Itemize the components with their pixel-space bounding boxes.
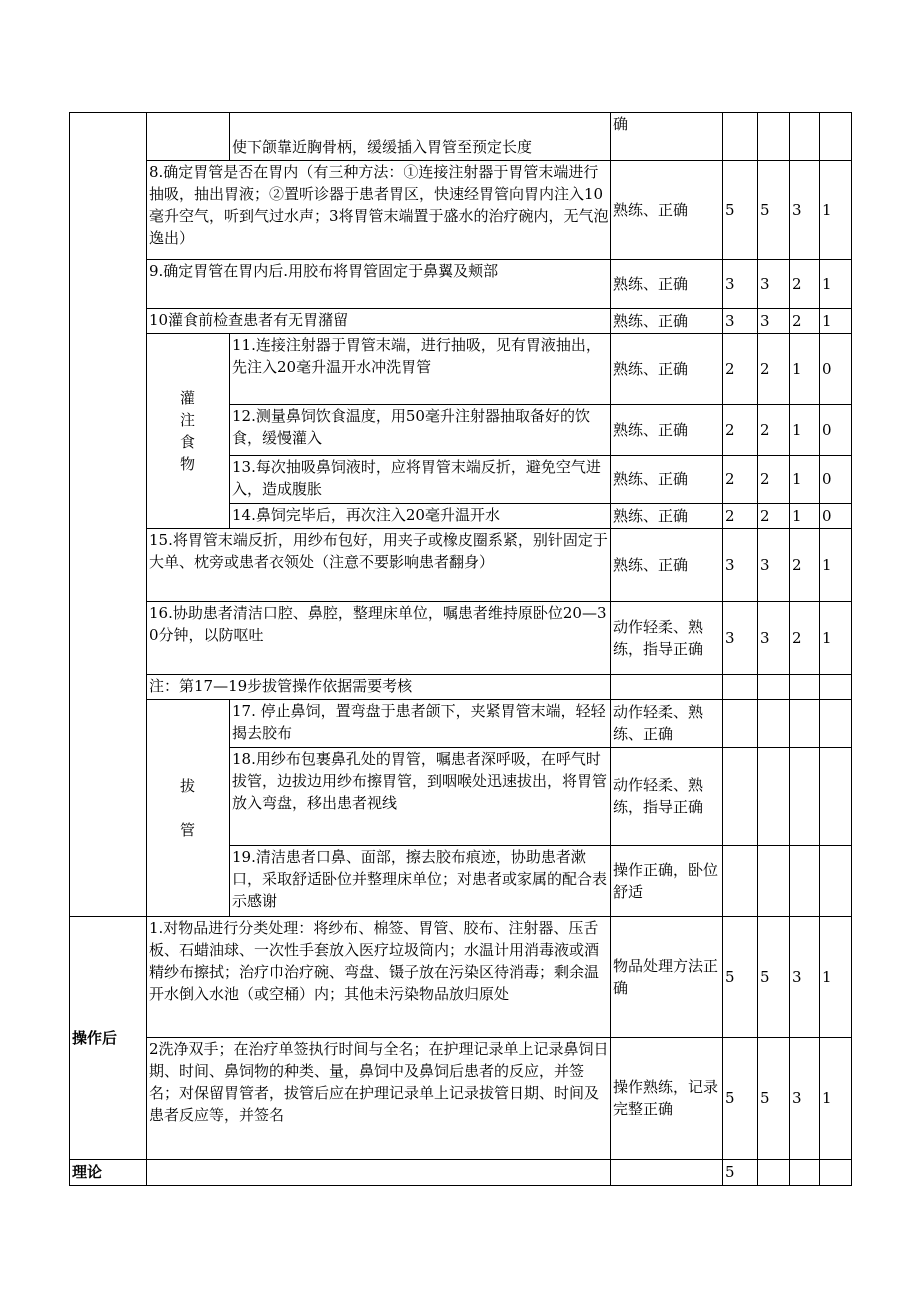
score-cell: 1 (822, 967, 832, 986)
score-cell: 2 (760, 359, 770, 378)
score-cell: 1 (822, 628, 832, 647)
row-content: 9.确定胃管在胃内后.用胶布将胃管固定于鼻翼及颊部 (149, 262, 499, 280)
row-criteria: 熟练、正确 (613, 359, 689, 378)
row-content: 11.连接注射器于胃管末端，进行抽吸，见有胃液抽出，先注入20毫升温开水冲洗胃管 (232, 336, 601, 376)
score-cell: 0 (822, 506, 832, 525)
row-content: 8.确定胃管是否在胃内（有三种方法：①连接注射器于胃管末端进行抽吸，抽出胃液；②置听诊器于患者胃区，快速经胃管向胃内注入10毫升空气，听到气过水声；3将胃管末端置于盛水的治疗碗内，无气泡逸出） (149, 163, 609, 247)
score-cell (758, 1160, 788, 1184)
score-cell (723, 846, 756, 915)
score-cell (820, 675, 850, 698)
table-rule (757, 112, 758, 1186)
score-cell (758, 846, 788, 915)
row-content: 2洗净双手；在治疗单签执行时间与全名；在护理记录单上记录鼻饲日期、时间、鼻饲物的种类、量，鼻饲中及鼻饲后患者的反应，并签名；对保留胃管者，拔管后应在护理记录单上记录拔管日期、时间及患者反应等，并签名 (149, 1040, 609, 1124)
row-criteria: 动作轻柔、熟练、正确 (613, 703, 704, 743)
score-cell (790, 675, 818, 698)
score-cell (758, 675, 788, 698)
score-cell: 2 (760, 506, 770, 525)
score-cell: 3 (725, 311, 735, 330)
table-rule (146, 112, 147, 1186)
row-content: 13.每次抽吸鼻饲液时，应将胃管末端反折，避免空气进入，造成腹胀 (232, 458, 601, 498)
row-criteria: 熟练、正确 (613, 470, 689, 488)
score-cell: 2 (792, 628, 802, 647)
score-cell: 2 (725, 420, 735, 439)
score-cell: 1 (792, 470, 802, 488)
row-content: 10灌食前检查患者有无胃潴留 (149, 311, 349, 329)
score-cell (820, 846, 850, 915)
row-criteria (611, 675, 721, 698)
score-cell: 2 (725, 470, 735, 488)
table-rule (146, 259, 852, 260)
row-criteria: 操作正确，卧位舒适 (613, 860, 719, 901)
table-rule (229, 845, 852, 846)
table-rule (146, 601, 852, 602)
score-cell: 2 (792, 311, 802, 330)
table-rule (146, 160, 852, 161)
table-rule (229, 404, 852, 405)
score-cell: 5 (725, 200, 735, 219)
score-cell (758, 113, 788, 159)
group-label-after-op: 操作后 (72, 1028, 118, 1047)
score-cell (758, 748, 788, 844)
score-cell: 3 (760, 555, 770, 574)
score-cell: 3 (760, 274, 770, 293)
group-label-extubation: 拔 管 (179, 776, 195, 839)
score-cell: 1 (792, 506, 802, 525)
score-cell: 3 (760, 628, 770, 647)
row-content: 注：第17—19步拔管操作依据需要考核 (149, 677, 413, 695)
row-criteria: 熟练、正确 (613, 420, 689, 439)
row-criteria: 熟练、正确 (613, 311, 689, 330)
score-cell: 1 (822, 1089, 832, 1107)
group-label-feeding: 灌 注 食 物 (179, 388, 195, 473)
score-cell: 5 (725, 1163, 735, 1181)
table-rule (146, 333, 852, 334)
row-criteria: 动作轻柔、熟练，指导正确 (613, 617, 704, 658)
score-cell: 2 (792, 274, 802, 293)
score-cell (790, 1160, 818, 1184)
row-content: 15.将胃管末端反折，用纱布包好，用夹子或橡皮圈系紧，别针固定于大单、枕旁或患者衣领处（注意不要影响患者翻身） (149, 531, 608, 571)
group-label-theory: 理论 (72, 1163, 103, 1181)
score-cell (723, 700, 756, 746)
table-rule (851, 112, 852, 1186)
table-rule (146, 674, 852, 675)
score-cell: 0 (822, 470, 832, 488)
row-content: 1.对物品进行分类处理：将纱布、棉签、胃管、胶布、注射器、压舌板、石蜡油球、一次性手套放入医疗垃圾筒内；水温计用消毒液或酒精纱布擦拭；治疗巾治疗碗、弯盘、镊子放在污染区待消毒；剩余温开水倒入水池（或空桶）内；其他未污染物品放归原处 (149, 919, 600, 1003)
table-rule (69, 916, 852, 917)
score-cell (820, 748, 850, 844)
score-cell: 0 (822, 420, 832, 439)
table-rule (229, 503, 852, 504)
score-cell (758, 700, 788, 746)
score-cell (790, 846, 818, 915)
table-rule (146, 699, 852, 700)
row-criteria: 熟练、正确 (613, 200, 689, 219)
score-cell: 1 (792, 359, 802, 378)
table-rule (789, 112, 790, 1186)
table-rule (229, 747, 852, 748)
score-cell: 5 (725, 967, 735, 986)
score-cell: 5 (760, 967, 770, 986)
row-content: 14.鼻饲完毕后，再次注入20毫升温开水 (232, 506, 500, 524)
score-cell: 1 (792, 420, 802, 439)
row-content: 19.清洁患者口鼻、面部，擦去胶布痕迹，协助患者漱口，采取舒适卧位并整理床单位；对患者或家属的配合表示感谢 (232, 848, 608, 910)
score-cell: 1 (822, 274, 832, 293)
score-cell: 3 (792, 200, 802, 219)
score-cell: 1 (822, 200, 832, 219)
score-cell: 2 (792, 555, 802, 574)
row-criteria (611, 1160, 721, 1184)
row-criteria: 确 (613, 115, 629, 133)
table-rule (722, 112, 723, 1186)
row-criteria: 动作轻柔、熟练，指导正确 (613, 776, 704, 816)
score-cell (723, 675, 756, 698)
table-rule (229, 699, 230, 916)
score-cell: 2 (725, 359, 735, 378)
score-cell (820, 1160, 850, 1184)
table-rule (69, 112, 852, 113)
row-content (147, 1160, 609, 1184)
score-cell: 2 (760, 470, 770, 488)
table-rule (69, 1159, 852, 1160)
table-rule (229, 455, 852, 456)
score-cell (790, 748, 818, 844)
score-cell (723, 748, 756, 844)
score-cell (790, 113, 818, 159)
score-cell: 3 (725, 274, 735, 293)
score-cell (723, 113, 756, 159)
table-rule (146, 308, 852, 309)
row-criteria: 熟练、正确 (613, 555, 689, 574)
row-content: 17. 停止鼻饲，置弯盘于患者颌下，夹紧胃管末端，轻轻揭去胶布 (232, 702, 606, 742)
table-rule (69, 1185, 852, 1186)
score-cell: 2 (725, 506, 735, 525)
table-rule (146, 1037, 852, 1038)
row-criteria: 物品处理方法正确 (613, 956, 719, 997)
row-criteria: 操作熟练，记录完整正确 (613, 1078, 719, 1118)
table-rule (819, 112, 820, 1186)
row-content: 18.用纱布包裹鼻孔处的胃管，嘱患者深呼吸，在呼气时拔管，边拔边用纱布擦胃管，到咽喉处迅速拔出，将胃管放入弯盘，移出患者视线 (232, 750, 608, 812)
score-cell (820, 700, 850, 746)
score-cell: 3 (725, 628, 735, 647)
score-cell: 5 (760, 200, 770, 219)
score-cell: 5 (725, 1089, 735, 1107)
score-cell: 1 (822, 311, 832, 330)
score-cell: 2 (760, 420, 770, 439)
score-cell: 3 (760, 311, 770, 330)
table-rule (610, 112, 611, 1186)
table-rule (229, 333, 230, 528)
score-cell: 5 (760, 1089, 770, 1107)
score-cell (790, 700, 818, 746)
table-rule (229, 112, 230, 160)
table-rule (146, 528, 852, 529)
score-cell: 3 (725, 555, 735, 574)
score-cell (820, 113, 850, 159)
row-criteria: 熟练、正确 (613, 274, 689, 293)
row-content: 12.测量鼻饲饮食温度，用50毫升注射器抽取备好的饮食，缓慢灌入 (232, 407, 590, 447)
table-rule (69, 112, 70, 1186)
score-cell: 3 (792, 967, 802, 986)
score-cell: 3 (792, 1089, 802, 1107)
score-cell: 1 (822, 555, 832, 574)
score-cell: 0 (822, 359, 832, 378)
row-criteria: 熟练、正确 (613, 506, 689, 525)
row-content: 使下颌靠近胸骨柄，缓缓插入胃管至预定长度 (232, 138, 533, 156)
row-content: 16.协助患者清洁口腔、鼻腔，整理床单位，嘱患者维持原卧位20—30分钟，以防呕吐 (149, 604, 607, 644)
